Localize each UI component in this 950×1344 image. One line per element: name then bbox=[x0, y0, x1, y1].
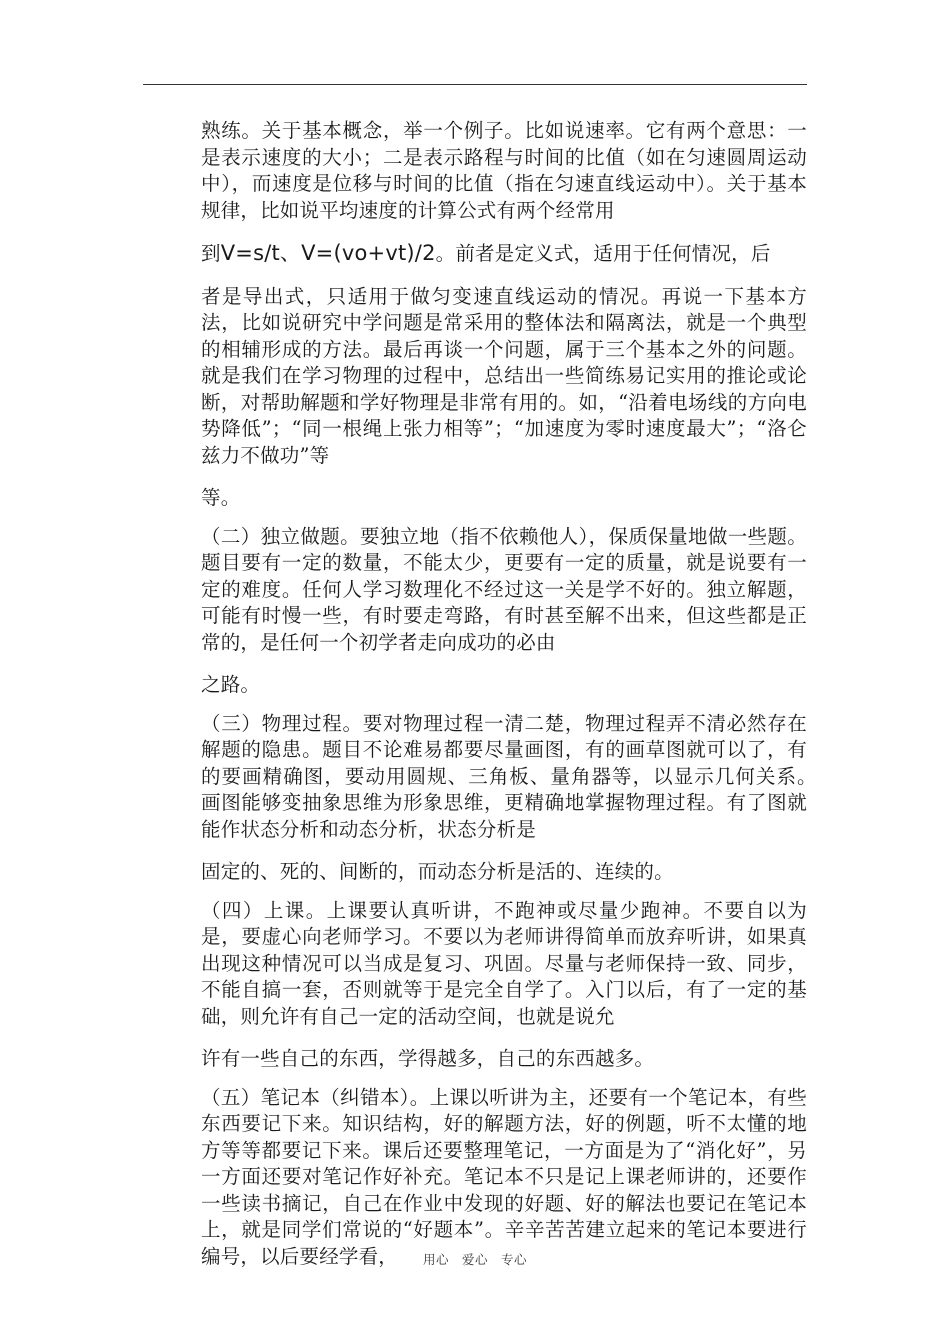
paragraph-2-text: （二）独立做题。要独立地（指不依赖他人），保质保量地做一些题。题目要有一定的数量，不能太少，更要有一定的质量，就是说要有一定的难度。任何人学习数理化不经过这一关是学不好的。独立解题，可能有时慢一些，有时要走弯路，有时甚至解不出来，但这些都是正常的，是任何一个初学者走向成功的必由 bbox=[201, 524, 807, 654]
paragraph-2 bbox=[201, 524, 807, 699]
paragraph-4-tail: 许有一些自己的东西，学得越多，自己的东西越多。 bbox=[201, 1047, 655, 1070]
paragraph-3-text: （三）物理过程。要对物理过程一清二楚，物理过程弄不清必然存在解题的隐患。题目不论难易都要尽量画图，有的画草图就可以了，有的要画精确图，要动用圆规、三角板、量角器等，以显示几何关系。 画图能够变抽象思维为形象思维，更精确地掌握物理过程。有了图就能作状态分析和动态分析，状态分析是 bbox=[201, 711, 827, 841]
formula-line-prefix: 到 bbox=[201, 242, 221, 265]
velocity-formula: V=s/t、V=(vo+vt)/2 bbox=[220, 241, 436, 265]
header-rule bbox=[143, 84, 807, 85]
paragraph-4-text: （四）上课。上课要认真听讲，不跑神或尽量少跑神。不要自以为是，要虚心向老师学习。不要以为老师讲得简单而放弃听讲，如果真出现这种情况可以当成是复习、巩固。尽量与老师保持一致、同步，不能自搞一套，否则就等于是完全自学了。入门以后，有了一定的基础，则允许有自己一定的活动空间，也就是说允 bbox=[201, 898, 807, 1028]
paragraph-1 bbox=[201, 118, 807, 512]
paragraph-1-formula-line bbox=[201, 240, 807, 268]
paragraph-2-tail: 之路。 bbox=[201, 673, 261, 696]
paragraph-5 bbox=[201, 1085, 807, 1271]
paragraph-5-text: （五）笔记本（纠错本）。上课以听讲为主，还要有一个笔记本，有些东西要记下来。知识结构，好的解题方法，好的例题，听不太懂的地方等等都要记下来。课后还要整理笔记，一方面是为了“消化好”，另一方面还要对笔记作好补充。笔记本不只是记上课老师讲的，还要作一些读书摘记，自己在作业中发现的好题、好的解法也要记在笔记本上，就是同学们常说的“好题本”。辛辛苦苦建立起来的笔记本要进行编号，以后要经学看， bbox=[201, 1085, 807, 1268]
body-text bbox=[201, 118, 827, 1270]
paragraph-3-tail: 固定的、死的、间断的，而动态分析是活的、连续的。 bbox=[201, 860, 674, 883]
paragraph-1-rest: 者是导出式，只适用于做匀变速直线运动的情况。再说一下基本方法，比如说研究中学问题是常采用的整体法和隔离法，就是一个典型的相辅形成的方法。最后再谈一个问题，属于三个基本之外的问题。就是我们在学习物理的过程中，总结出一些简练易记实用的推论或论断，对帮助解题和学好物理是非常有用的。如，“沿着电场线的方向电势降低”；“同一根绳上张力相等”；“加速度为零时速度最大”；“洛仑兹力不做功”等 bbox=[201, 284, 807, 467]
paragraph-3 bbox=[201, 711, 827, 886]
paragraph-1-tail: 等。 bbox=[201, 486, 241, 509]
page-footer: 用心 爱心 专心 bbox=[422, 1252, 527, 1267]
paragraph-4 bbox=[201, 898, 807, 1073]
paragraph-1-text: 熟练。关于基本概念，举一个例子。比如说速率。它有两个意思：一是表示速度的大小；二是表示路程与时间的比值（如在匀速圆周运动中），而速度是位移与时间的比值（指在匀速直线运动中）。关于基本规律，比如说平均速度的计算公式有两个经常用 bbox=[201, 119, 807, 222]
formula-line-suffix: 。前者是定义式，适用于任何情况，后 bbox=[435, 242, 771, 265]
